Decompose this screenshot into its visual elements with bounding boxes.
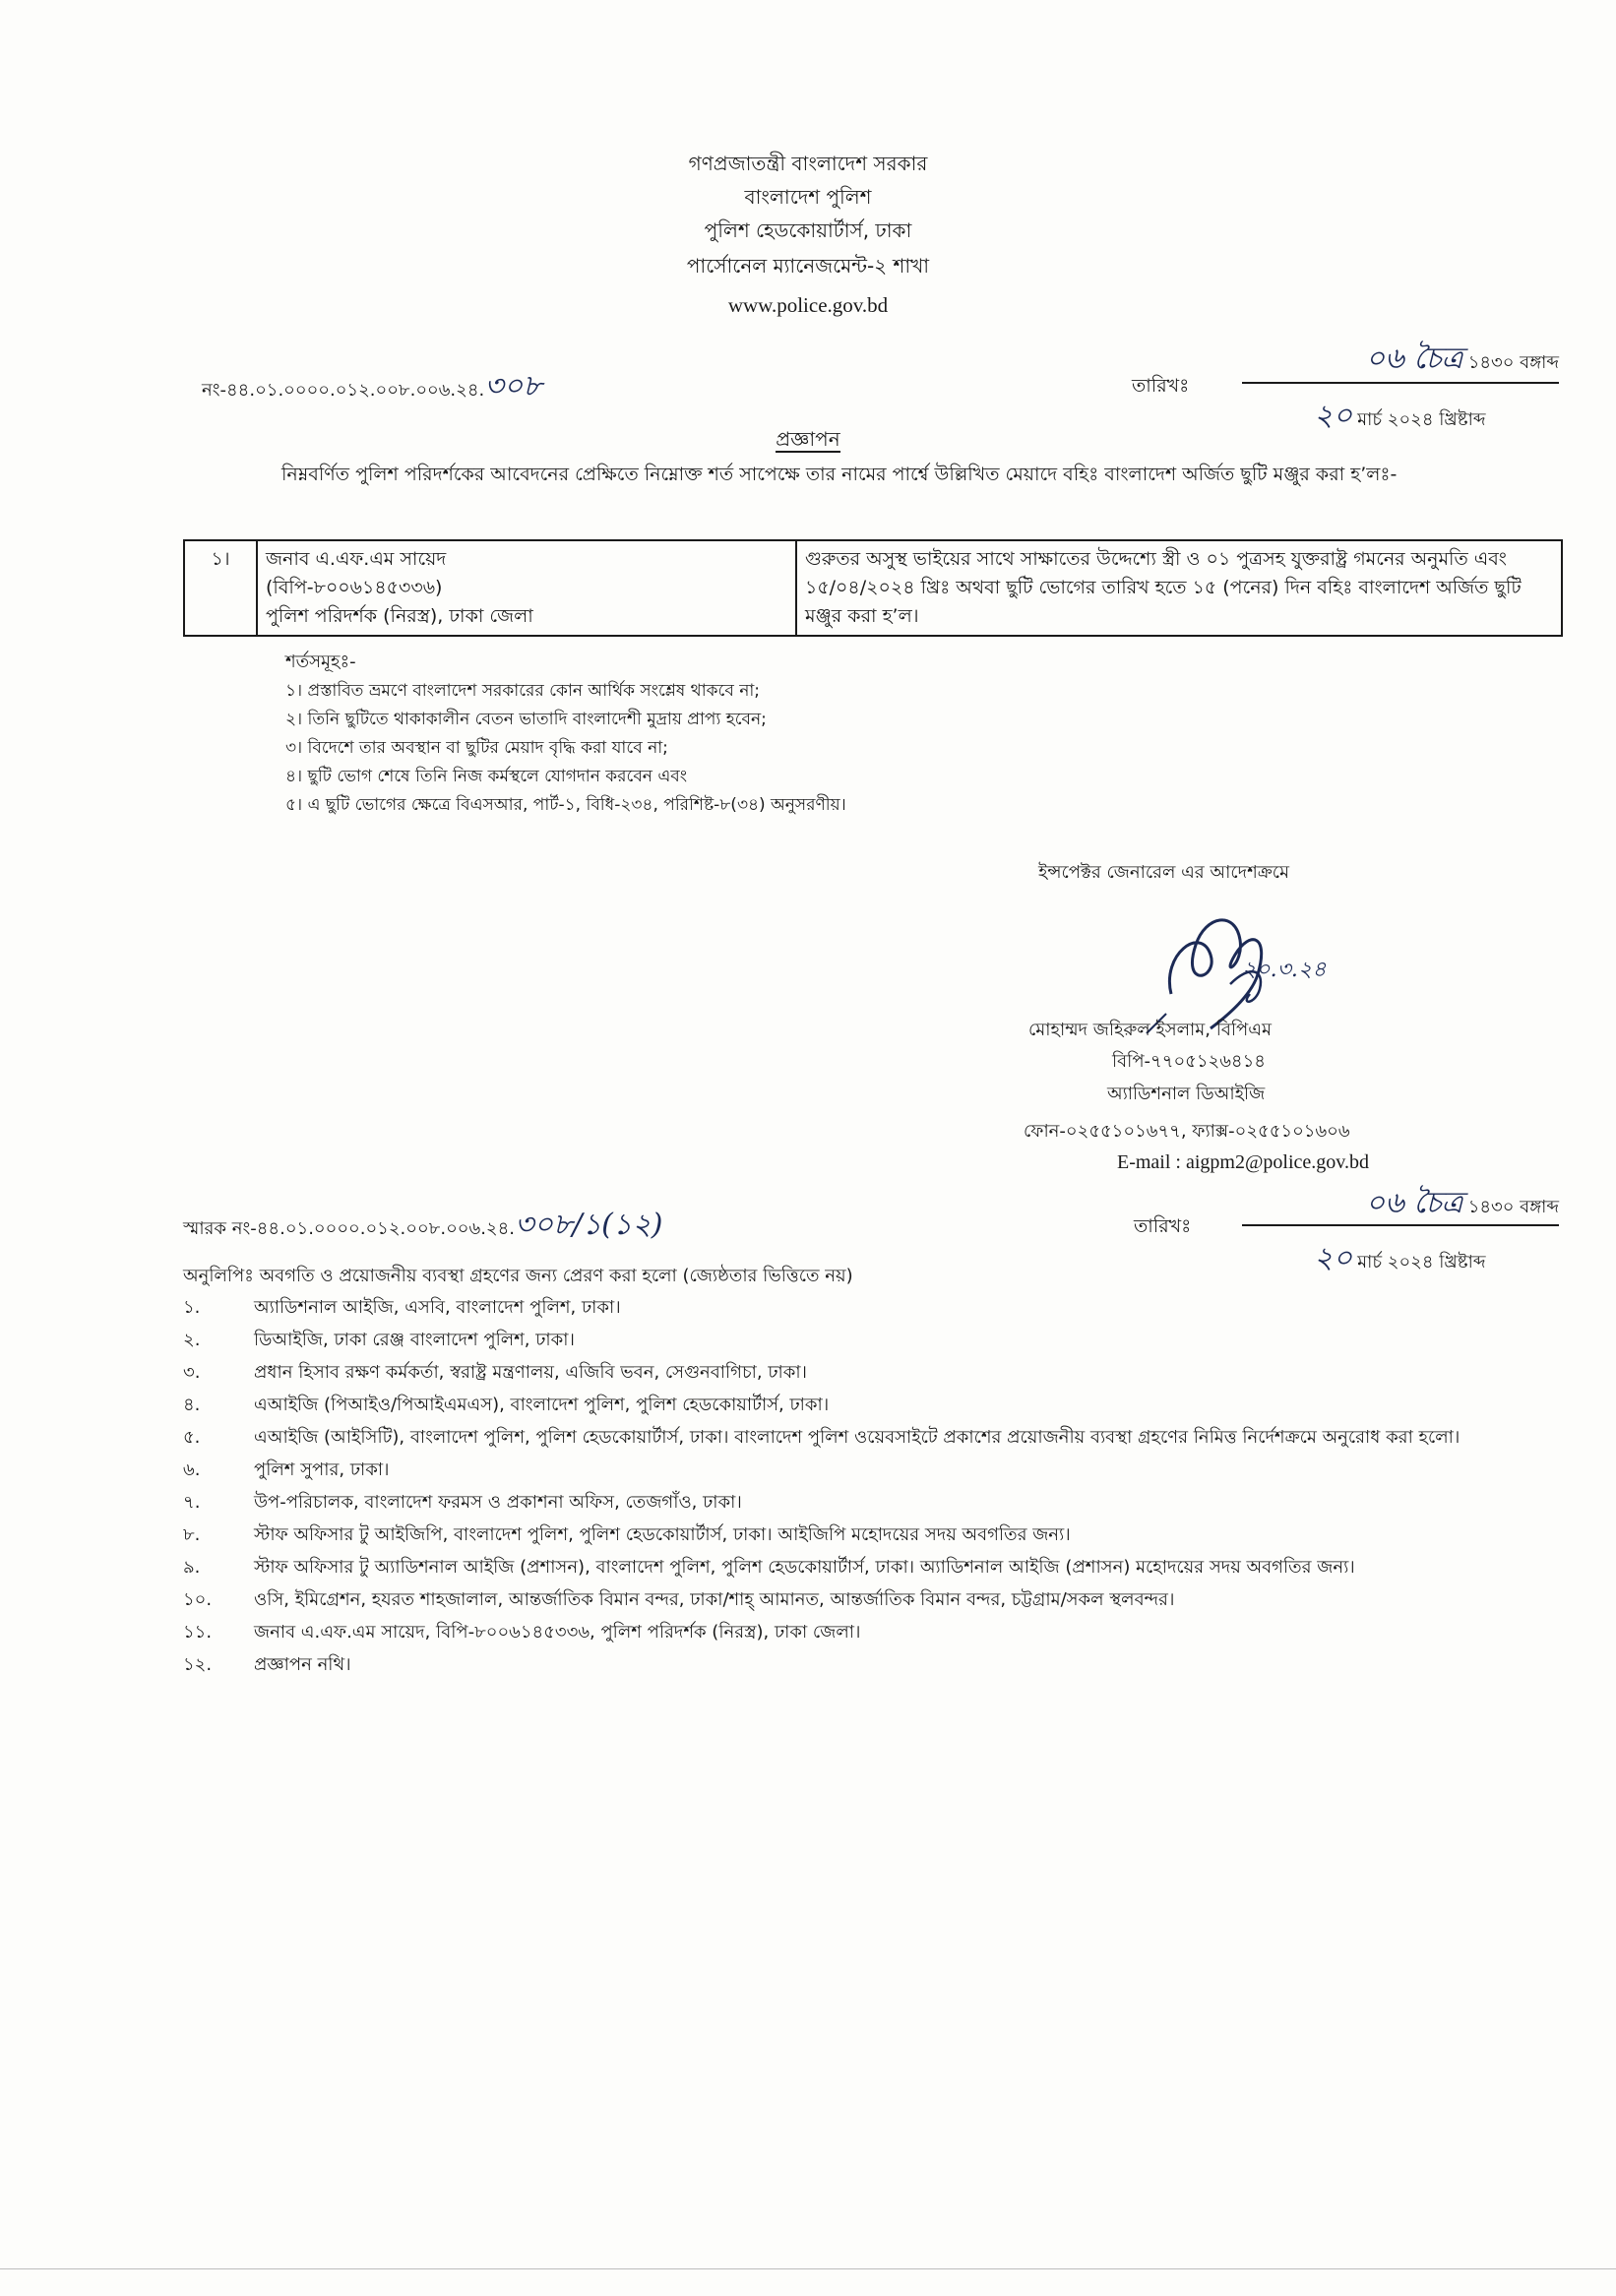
order-person	[257, 540, 796, 636]
org-name: বাংলাদেশ পুলিশ	[744, 185, 872, 209]
copy-recipient: পুলিশ সুপার, ঢাকা।	[254, 1459, 390, 1480]
list-item: ৪। ছুটি ভোগ শেষে তিনি নিজ কর্মস্থলে যোগদান করবেন এবং	[285, 767, 688, 786]
copy-number: ৫.	[183, 1427, 201, 1448]
list-item	[183, 1291, 1561, 1324]
copy-number: ৩.	[183, 1362, 201, 1383]
order-details: গুরুতর অসুস্থ ভাইয়ের সাথে সাক্ষাতের উদ্দেশ্যে স্ত্রী ও ০১ পুত্রসহ যুক্তরাষ্ট্র গমনের অনুমতি এবং ১৫/০৪/২০২৪ খ্রিঃ অথবা ছুটি ভোগের তারিখ হতে ১৫ (পনের) দিন বহিঃ বাংলাদেশ অর্জিত ছুটি মঞ্জুর করা হ’ল।	[796, 540, 1562, 636]
order-serial: ১।	[184, 540, 257, 636]
copy-number: ৯.	[183, 1557, 201, 1578]
memo-date-bengali	[1242, 1179, 1559, 1229]
list-item	[183, 1454, 1561, 1486]
list-item	[183, 1324, 1561, 1356]
copy-number: ৪.	[183, 1395, 201, 1415]
list-item	[183, 1356, 1561, 1389]
list-item	[183, 1583, 1561, 1616]
list-item: ১। প্রস্তাবিত ভ্রমণে বাংলাদেশ সরকারের কোন আর্থিক সংশ্লেষ থাকবে না;	[285, 681, 761, 701]
signatory-email[interactable]: E-mail : aigpm2@police.gov.bd	[1117, 1151, 1369, 1173]
signatory-name: মোহাম্মদ জহিরুল ইসলাম, বিপিএম	[1028, 1020, 1272, 1040]
copy-recipient: ওসি, ইমিগ্রেশন, হযরত শাহজালাল, আন্তর্জাতিক বিমান বন্দর, ঢাকা/শাহ্‌ আমানত, আন্তর্জাতিক বিমান বন্দর, চট্টগ্রাম/সকল স্থলবন্দর।	[254, 1589, 1175, 1610]
copy-recipient: স্টাফ অফিসার টু অ্যাডিশনাল আইজি (প্রশাসন), বাংলাদেশ পুলিশ, পুলিশ হেডকোয়ার্টার্স, ঢাকা। অ্যাডিশনাল আইজি (প্রশাসন) মহোদয়ের সদয় অবগতির জন্য।	[254, 1557, 1355, 1578]
conditions-list	[285, 677, 1466, 820]
copy-number: ২.	[183, 1330, 201, 1350]
order-authority-line: ইন্সপেক্টর জেনারেল এর আদেশক্রমে	[1038, 862, 1290, 883]
list-item	[183, 1486, 1561, 1519]
copy-number: ১.	[183, 1297, 201, 1318]
order-person-designation: পুলিশ পরিদর্শক (নিরস্ত্র), ঢাকা জেলা	[266, 605, 533, 627]
date-bengali-handwritten: ০৬ চৈত্র	[1365, 341, 1463, 376]
scan-edge-line	[0, 2268, 1616, 2269]
table-row	[184, 540, 1562, 636]
copies-list	[183, 1291, 1561, 1681]
date-bengali-printed: ১৪৩০ বঙ্গাব্দ	[1467, 352, 1559, 373]
copy-recipient: এআইজি (পিআইও/পিআইএমএস), বাংলাদেশ পুলিশ, পুলিশ হেডকোয়ার্টার্স, ঢাকা।	[254, 1395, 830, 1415]
copy-recipient: ডিআইজি, ঢাকা রেঞ্জ বাংলাদেশ পুলিশ, ঢাকা।	[254, 1330, 575, 1350]
list-item: ৩। বিদেশে তার অবস্থান বা ছুটির মেয়াদ বৃদ্ধি করা যাবে না;	[285, 738, 668, 758]
reference-number-text: নং-৪৪.০১.০০০০.০১২.০০৮.০০৬.২৪.	[202, 380, 485, 401]
list-item: ২। তিনি ছুটিতে থাকাকালীন বেতন ভাতাদি বাংলাদেশী মুদ্রায় প্রাপ্য হবেন;	[285, 710, 767, 729]
list-item	[183, 1421, 1561, 1454]
date-english-printed: মার্চ ২০২৪ খ্রিষ্টাব্দ	[1357, 409, 1486, 430]
memo-date-english-printed: মার্চ ২০২৪ খ্রিষ্টাব্দ	[1357, 1252, 1486, 1272]
date-bengali	[1242, 335, 1559, 385]
list-item: ৫। এ ছুটি ভোগের ক্ষেত্রে বিএসআর, পার্ট-১, বিধি-২৩৪, পরিশিষ্ট-৮(৩৪) অনুসরণীয়।	[285, 795, 846, 815]
copy-recipient: প্রজ্ঞাপন নথি।	[254, 1654, 351, 1675]
date-english-handwritten: ২০	[1314, 399, 1353, 433]
list-item	[183, 1648, 1561, 1681]
notice-intro: নিম্নবর্ণিত পুলিশ পরিদর্শকের আবেদনের প্রেক্ষিতে নিম্নোক্ত শর্ত সাপেক্ষে তার নামের পার্শ্বে উল্লিখিত মেয়াদে বহিঃ বাংলাদেশ অর্জিত ছুটি মঞ্জুর করা হ’লঃ-	[281, 464, 1398, 485]
website-link[interactable]: www.police.gov.bd	[727, 293, 889, 317]
reference-number-handwritten: ৩০৮	[484, 369, 542, 403]
copy-number: ৬.	[183, 1459, 201, 1480]
memo-date-bengali-handwritten: ০৬ চৈত্র	[1365, 1186, 1463, 1220]
list-item	[183, 1616, 1561, 1648]
signatory-bp: বিপি-৭৭০৫১২৬৪১৪	[1112, 1051, 1266, 1072]
memo-date-label: তারিখঃ	[1134, 1215, 1192, 1237]
copy-recipient: এআইজি (আইসিটি), বাংলাদেশ পুলিশ, পুলিশ হেডকোয়ার্টার্স, ঢাকা। বাংলাদেশ পুলিশ ওয়েবসাইটে প্রকাশের প্রয়োজনীয় ব্যবস্থা গ্রহণের নিমিত্ত নির্দেশক্রমে অনুরোধ করা হলো।	[254, 1427, 1461, 1448]
copy-recipient: প্রধান হিসাব রক্ষণ কর্মকর্তা, স্বরাষ্ট্র মন্ত্রণালয়, এজিবি ভবন, সেগুনবাগিচা, ঢাকা।	[254, 1362, 807, 1383]
list-item	[183, 1551, 1561, 1583]
memo-date-english-handwritten: ২০	[1314, 1241, 1353, 1275]
memo-number-handwritten: ৩০৮/১(১২)	[515, 1208, 663, 1242]
signatory-phone: ফোন-০২৫৫১০১৬৭৭, ফ্যাক্স-০২৫৫১০১৬০৬	[1024, 1121, 1350, 1142]
copy-recipient: স্টাফ অফিসার টু আইজিপি, বাংলাদেশ পুলিশ, পুলিশ হেডকোয়ার্টার্স, ঢাকা। আইজিপি মহোদয়ের সদয় অবগতির জন্য।	[254, 1524, 1071, 1545]
copy-recipient: জনাব এ.এফ.এম সায়েদ, বিপি-৮০০৬১৪৫৩৩৬, পুলিশ পরিদর্শক (নিরস্ত্র), ঢাকা জেলা।	[254, 1622, 861, 1643]
signature-date: ২০.৩.২৪	[1242, 958, 1327, 982]
date-label: তারিখঃ	[1132, 375, 1190, 397]
copy-recipient: উপ-পরিচালক, বাংলাদেশ ফরমস ও প্রকাশনা অফিস, তেজগাঁও, ঢাকা।	[254, 1492, 742, 1513]
copy-number: ১১.	[183, 1622, 213, 1643]
branch-name: পার্সোনেল ম্যানেজমেন্ট-২ শাখা	[686, 254, 930, 278]
memo-date-bengali-printed: ১৪৩০ বঙ্গাব্দ	[1467, 1197, 1559, 1217]
memo-date-english	[1314, 1234, 1485, 1284]
copy-number: ৮.	[183, 1524, 201, 1545]
reference-number	[202, 362, 542, 412]
notice-title-wrap	[0, 425, 1616, 458]
conditions-title: শর্তসমূহঃ-	[285, 652, 356, 672]
copy-number: ১২.	[183, 1654, 213, 1675]
govt-name: গণপ্রজাতন্ত্রী বাংলাদেশ সরকার	[688, 152, 928, 175]
order-person-name: জনাব এ.এফ.এম সায়েদ	[266, 548, 447, 570]
memo-date-divider	[1242, 1224, 1559, 1226]
signatory-designation: অ্যাডিশনাল ডিআইজি	[1107, 1084, 1266, 1104]
memo-number-text: স্মারক নং-৪৪.০১.০০০০.০১২.০০৮.০০৬.২৪.	[183, 1218, 516, 1239]
office-name: পুলিশ হেডকোয়ার্টার্স, ঢাকা	[704, 218, 912, 242]
order-person-bp: (বিপি-৮০০৬১৪৫৩৩৬)	[266, 577, 443, 598]
copy-number: ৭.	[183, 1492, 201, 1513]
list-item	[183, 1519, 1561, 1551]
date-divider	[1242, 382, 1559, 384]
memo-number	[183, 1201, 662, 1251]
notice-title: প্রজ্ঞাপন	[776, 427, 840, 451]
copies-intro: অনুলিপিঃ অবগতি ও প্রয়োজনীয় ব্যবস্থা গ্রহণের জন্য প্রেরণ করা হলো (জ্যেষ্ঠতার ভিত্তিতে নয়)	[183, 1266, 853, 1286]
list-item	[183, 1389, 1561, 1421]
copy-number: ১০.	[183, 1589, 213, 1610]
copy-recipient: অ্যাডিশনাল আইজি, এসবি, বাংলাদেশ পুলিশ, ঢাকা।	[254, 1297, 621, 1318]
order-table	[183, 539, 1563, 637]
